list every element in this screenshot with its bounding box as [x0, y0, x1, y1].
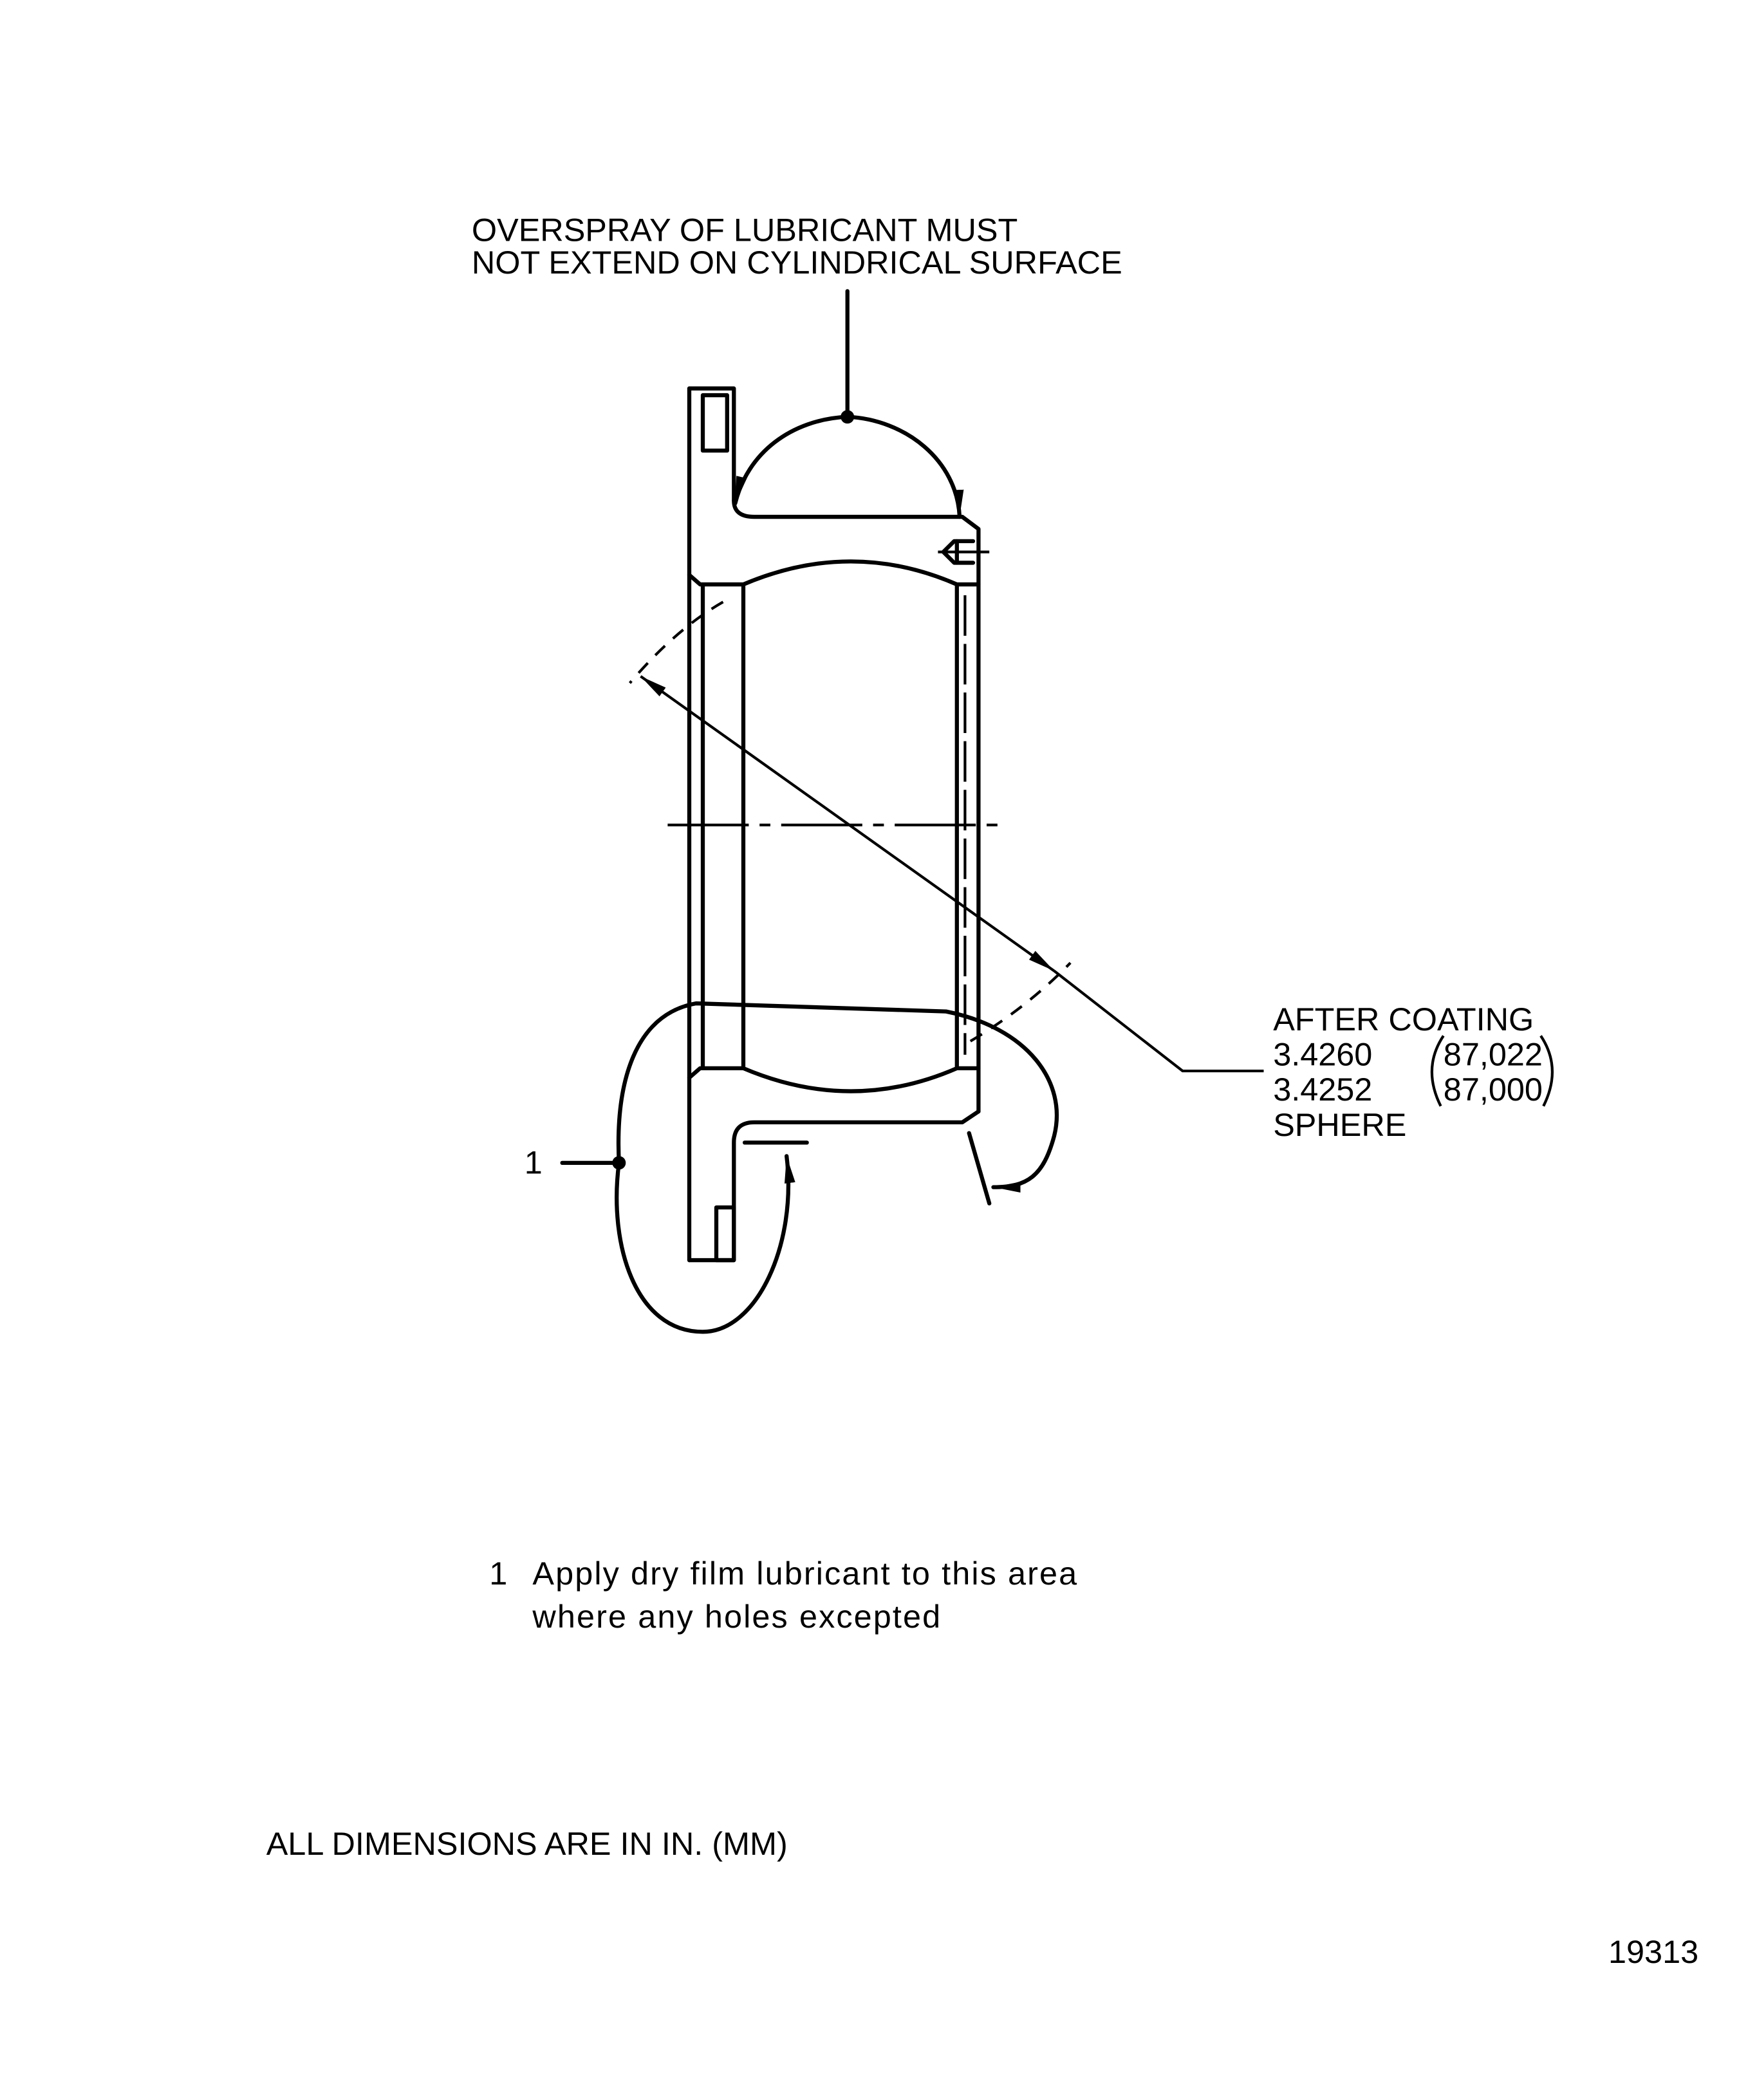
dimension-type: SPHERE — [1273, 1106, 1407, 1143]
lubricant-area-outline — [562, 1003, 1057, 1332]
dimension-annotation — [1273, 1001, 1552, 1143]
overspray-callout-line1: OVERSPRAY OF LUBRICANT MUST — [471, 211, 1018, 248]
figure-number: 19313 — [1608, 1933, 1699, 1971]
dimension-lower-mm: 87,000 — [1443, 1071, 1543, 1108]
note-line1: Apply dry film lubricant to this area — [532, 1555, 1079, 1592]
dimension-label: AFTER COATING — [1273, 1001, 1534, 1038]
note-line2: where any holes excepted — [532, 1598, 942, 1635]
units-note: ALL DIMENSIONS ARE IN IN. (MM) — [266, 1825, 788, 1863]
dimension-upper-mm: 87,022 — [1443, 1036, 1543, 1073]
sphere-dimension-line — [630, 602, 1264, 1071]
overspray-callout-line2: NOT EXTEND ON CYLINDRICAL SURFACE — [471, 244, 1122, 281]
overspray-leader — [735, 291, 960, 517]
dimension-lower-in: 3.4252 — [1273, 1071, 1373, 1108]
callout-1-number: 1 — [524, 1144, 543, 1181]
note-number: 1 — [489, 1555, 508, 1592]
dimension-upper-in: 3.4260 — [1273, 1036, 1373, 1073]
